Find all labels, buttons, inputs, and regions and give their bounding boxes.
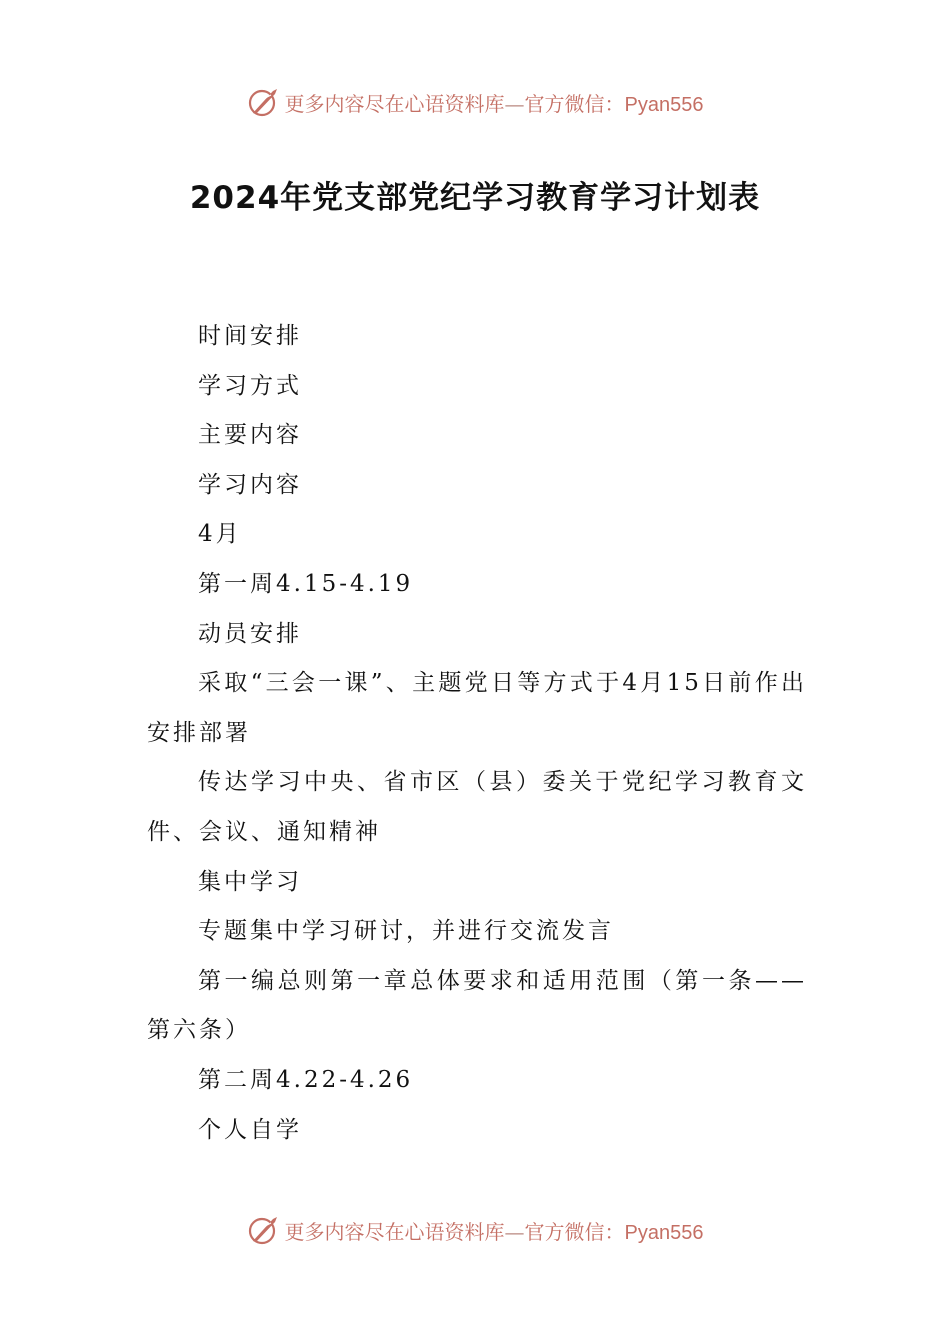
paragraph: 传达学习中央、省市区（县）委关于党纪学习教育文件、会议、通知精神 <box>147 769 807 845</box>
watermark-label: 官方微信： <box>524 91 625 116</box>
paragraph: 个人自学 <box>198 1116 302 1143</box>
watermark-brand: 更多内容尽在心语资料库 <box>284 1219 505 1244</box>
paragraph: 主要内容 <box>198 422 302 449</box>
watermark-separator: — <box>504 91 525 116</box>
paragraph: 集中学习 <box>198 868 302 895</box>
paragraph: 学习方式 <box>198 372 302 399</box>
paragraph: 第二周4.22-4.26 <box>198 1066 414 1093</box>
watermark-label: 官方微信： <box>524 1219 625 1244</box>
paragraph: 第一编总则第一章总体要求和适用范围（第一条——第六条） <box>147 967 807 1044</box>
paragraph: 采取“三会一课”、主题党日等方式于4月15日前作出安排部署 <box>147 670 807 746</box>
watermark-account: Pyan556 <box>624 1221 704 1244</box>
paragraph: 第一周4.15-4.19 <box>198 570 414 597</box>
quill-pen-icon <box>247 1213 281 1247</box>
quill-pen-icon <box>247 85 281 119</box>
document-title: 2024年党支部党纪学习教育学习计划表 <box>189 180 761 216</box>
header-watermark <box>0 82 950 122</box>
document-body <box>147 312 807 1155</box>
watermark-text <box>285 1216 704 1245</box>
watermark-separator: — <box>504 1219 525 1244</box>
footer-watermark <box>0 1210 950 1250</box>
paragraph: 学习内容 <box>198 471 302 498</box>
watermark-brand: 更多内容尽在心语资料库 <box>284 91 505 116</box>
watermark-text <box>285 88 704 117</box>
paragraph: 动员安排 <box>198 620 302 647</box>
paragraph: 4月 <box>198 521 242 548</box>
paragraph: 专题集中学习研讨，并进行交流发言 <box>198 918 614 945</box>
paragraph: 时间安排 <box>198 323 302 349</box>
watermark-account: Pyan556 <box>624 93 704 116</box>
